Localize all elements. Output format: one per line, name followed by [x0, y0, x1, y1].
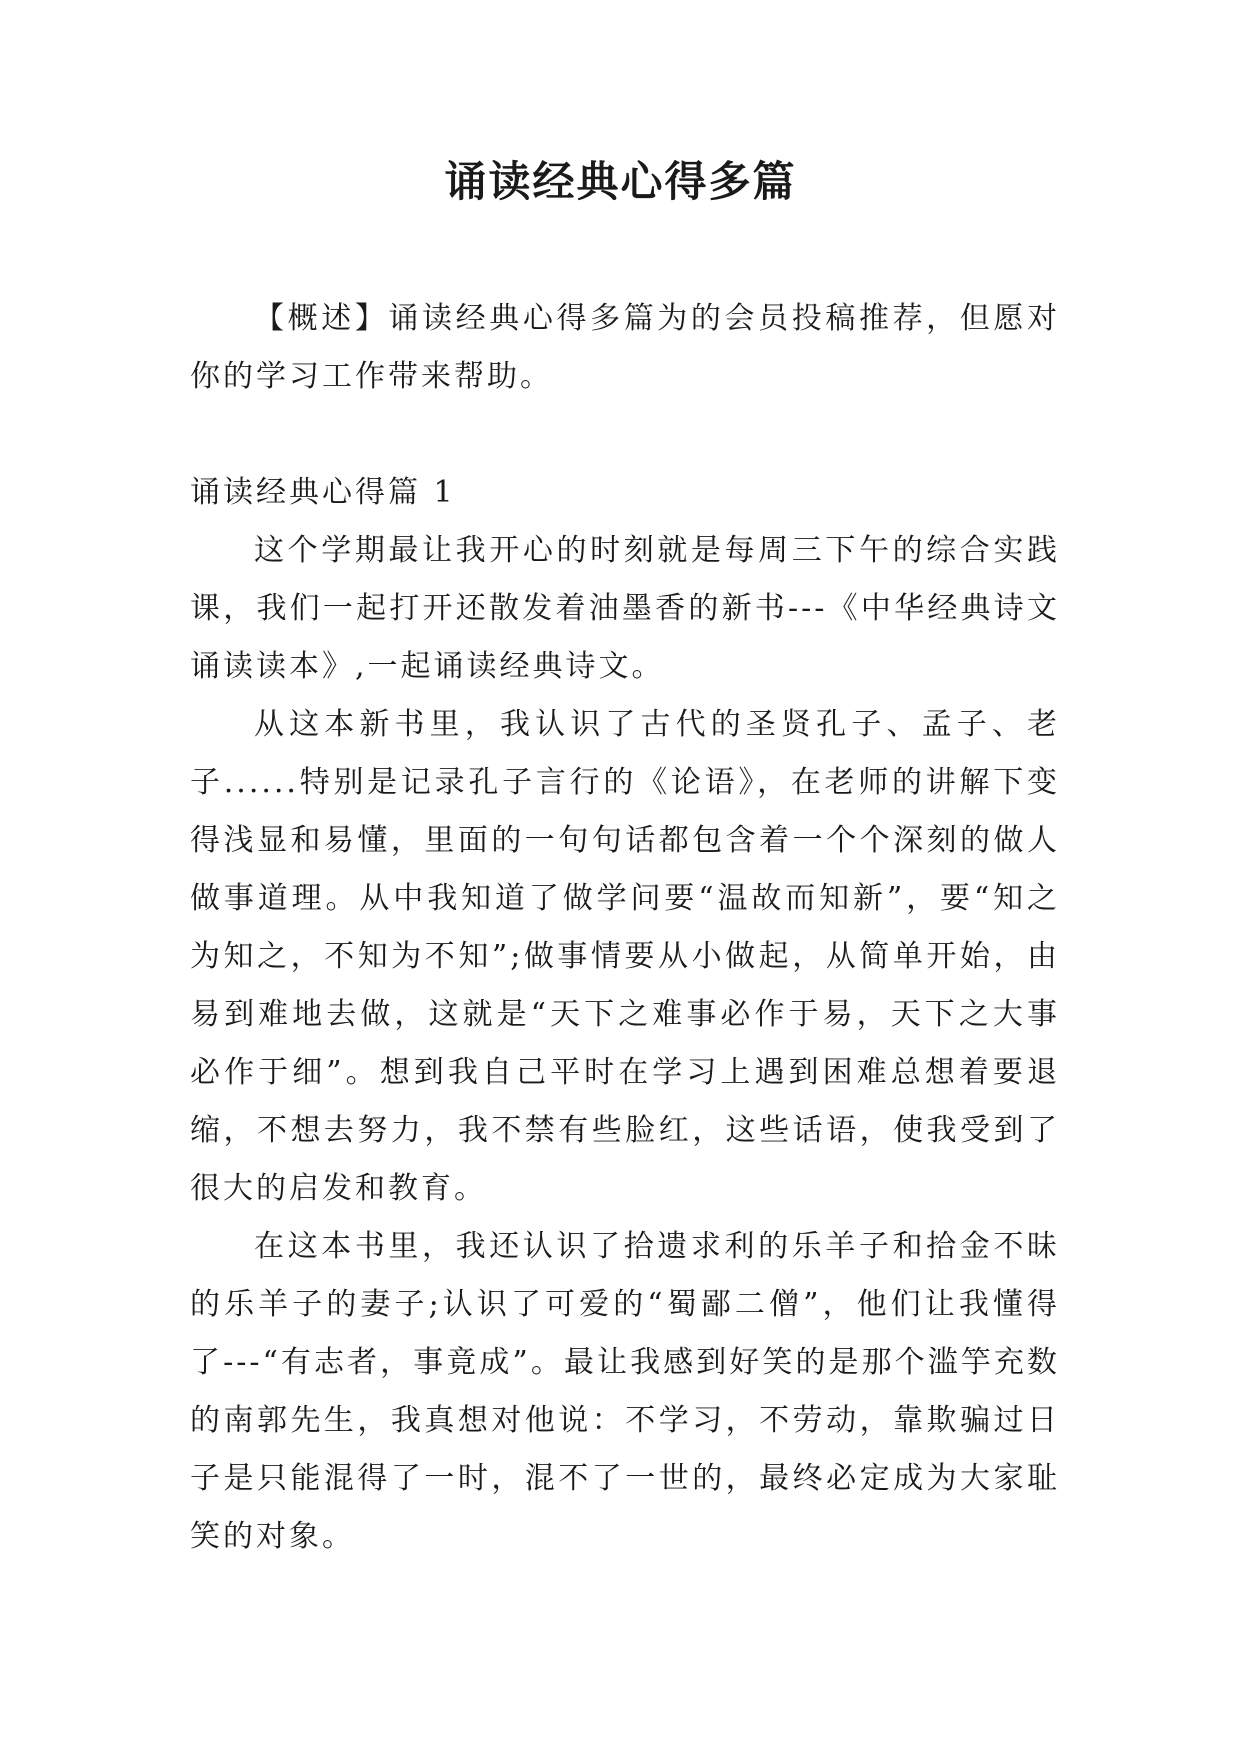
body-paragraph-2: 从这本新书里，我认识了古代的圣贤孔子、孟子、老子......特别是记录孔子言行的《论语》，在老师的讲解下变得浅显和易懂，里面的一句句话都包含着一个个深刻的做人做事道理。从中我知道了做学问要“温故而知新”，要“知之为知之，不知为不知”;做事情要从小做起，从简单开始，由易到难地去做，这就是“天下之难事必作于易，天下之大事必作于细”。想到我自己平时在学习上遇到困难总想着要退缩，不想去努力，我不禁有些脸红，这些话语，使我受到了很大的启发和教育。 [190, 707, 1060, 1206]
body-paragraph-1: 这个学期最让我开心的时刻就是每周三下午的综合实践课，我们一起打开还散发着油墨香的新书---《中华经典诗文诵读读本》,一起诵读经典诗文。 [190, 533, 1060, 684]
body-paragraph-3: 在这本书里，我还认识了拾遗求利的乐羊子和拾金不昧的乐羊子的妻子;认识了可爱的“蜀鄙二僧”，他们让我懂得了---“有志者，事竟成”。最让我感到好笑的是那个滥竽充数的南郭先生，我真想对他说：不学习，不劳动，靠欺骗过日子是只能混得了一时，混不了一世的，最终必定成为大家耻笑的对象。 [190, 1229, 1060, 1554]
section-heading: 诵读经典心得篇 1 [190, 475, 456, 510]
document-body [190, 290, 1060, 1566]
document-title: 诵读经典心得多篇 [444, 157, 797, 206]
summary-paragraph: 【概述】诵读经典心得多篇为的会员投稿推荐，但愿对你的学习工作带来帮助。 [190, 301, 1060, 394]
